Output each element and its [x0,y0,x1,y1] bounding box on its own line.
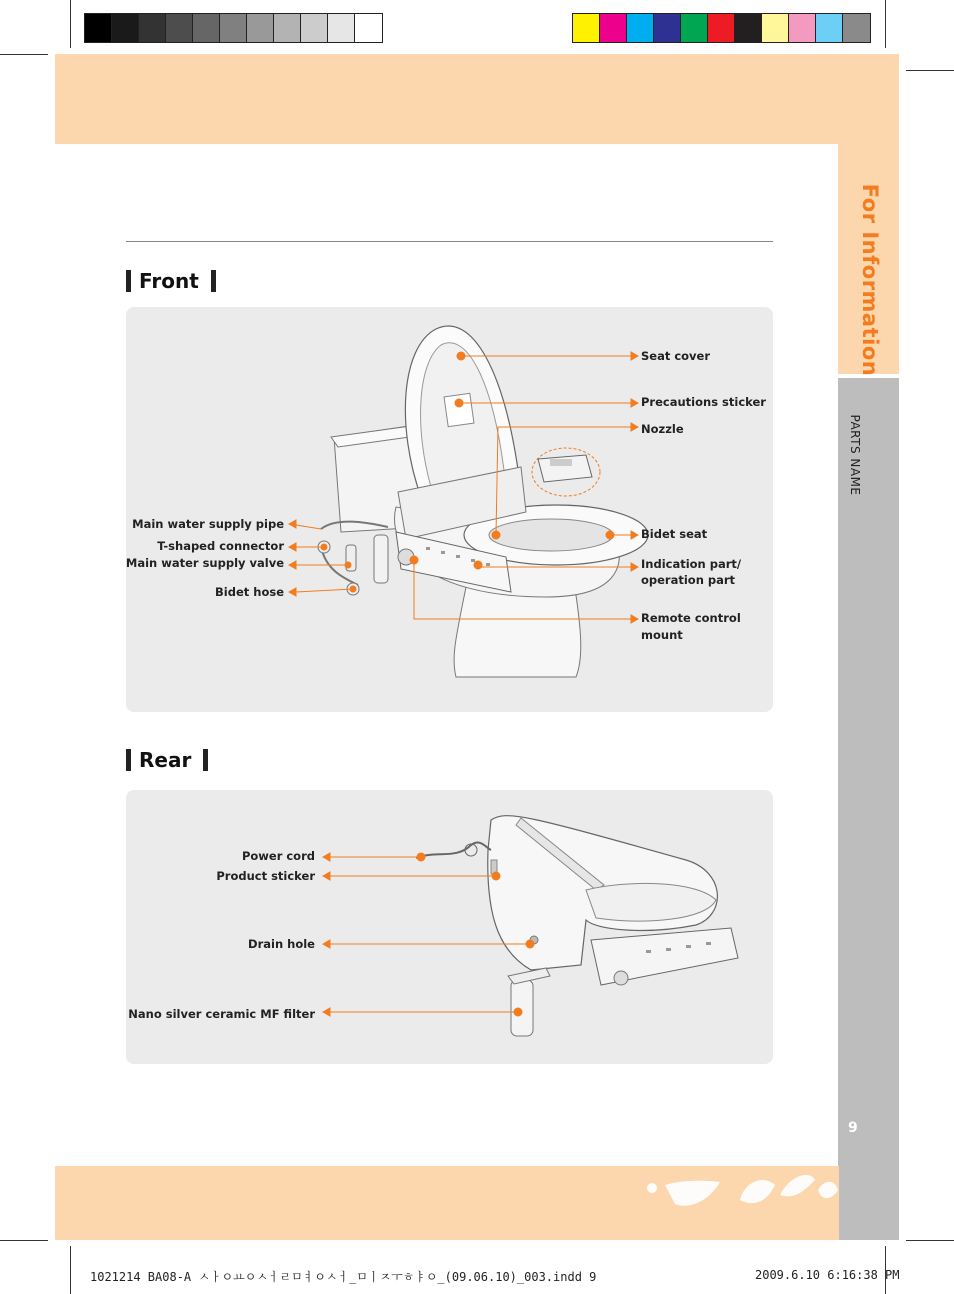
color-swatch [573,14,600,42]
front-heading: Front [126,269,216,293]
label-power-cord: Power cord [241,849,315,863]
color-swatch [166,14,193,42]
label-remote-control: Remote control [641,611,741,625]
crop-mark [885,0,886,48]
color-swatch [681,14,708,42]
color-swatch [735,14,762,42]
label-bidet-seat: Bidet seat [641,527,708,541]
color-swatch [193,14,220,42]
color-swatch [789,14,816,42]
label-filter: Nano silver ceramic MF filter [128,1007,315,1021]
color-swatch [816,14,843,42]
top-band-wave [55,100,855,160]
color-swatch [328,14,355,42]
label-remote-mount: mount [641,628,683,642]
side-subtitle: PARTS NAME [848,414,862,496]
section-divider [126,241,773,242]
label-precautions-sticker: Precautions sticker [641,395,766,409]
side-title: For Information [858,183,882,377]
label-main-water-supply-valve: Main water supply valve [125,556,284,570]
label-bidet-hose: Bidet hose [215,585,284,599]
color-swatch [654,14,681,42]
leaf-decoration-icon [640,1160,840,1230]
page-number: 9 [848,1120,858,1136]
gray-color-bar [84,13,383,43]
crop-mark [70,0,71,48]
label-nozzle: Nozzle [641,422,684,436]
label-operation-part: operation part [641,573,736,587]
color-swatch [112,14,139,42]
footer-file-info: 1021214 BA08-A ㅅㅏㅇㅛㅇㅅㅓㄹㅁㅕㅇㅅㅓ_ㅁㅣㅈㅜㅎㅑㅇ_(09.06.10)_003.indd 9 [90,1270,597,1284]
color-swatch [708,14,735,42]
footer-date: 2009.6.10 6:16:38 PM [755,1268,900,1282]
rear-heading: Rear [126,748,208,772]
color-swatch [355,14,382,42]
crop-mark [906,1240,954,1241]
label-t-shaped-connector: T-shaped connector [157,539,284,553]
crop-mark [906,70,954,71]
label-indication-part: Indication part/ [641,557,742,571]
color-swatch [247,14,274,42]
color-swatch [762,14,789,42]
process-color-bar [572,13,871,43]
label-main-water-supply-pipe: Main water supply pipe [132,517,284,531]
color-swatch [220,14,247,42]
color-swatch [85,14,112,42]
color-swatch [843,14,870,42]
color-swatch [301,14,328,42]
color-swatch [600,14,627,42]
color-swatch [274,14,301,42]
label-seat-cover: Seat cover [641,349,711,363]
color-swatch [627,14,654,42]
crop-mark [0,1240,48,1241]
label-drain-hole: Drain hole [248,937,315,951]
crop-mark [0,54,48,55]
color-swatch [139,14,166,42]
crop-mark [70,1246,71,1294]
front-illustration [126,307,773,712]
label-product-sticker: Product sticker [216,869,315,883]
